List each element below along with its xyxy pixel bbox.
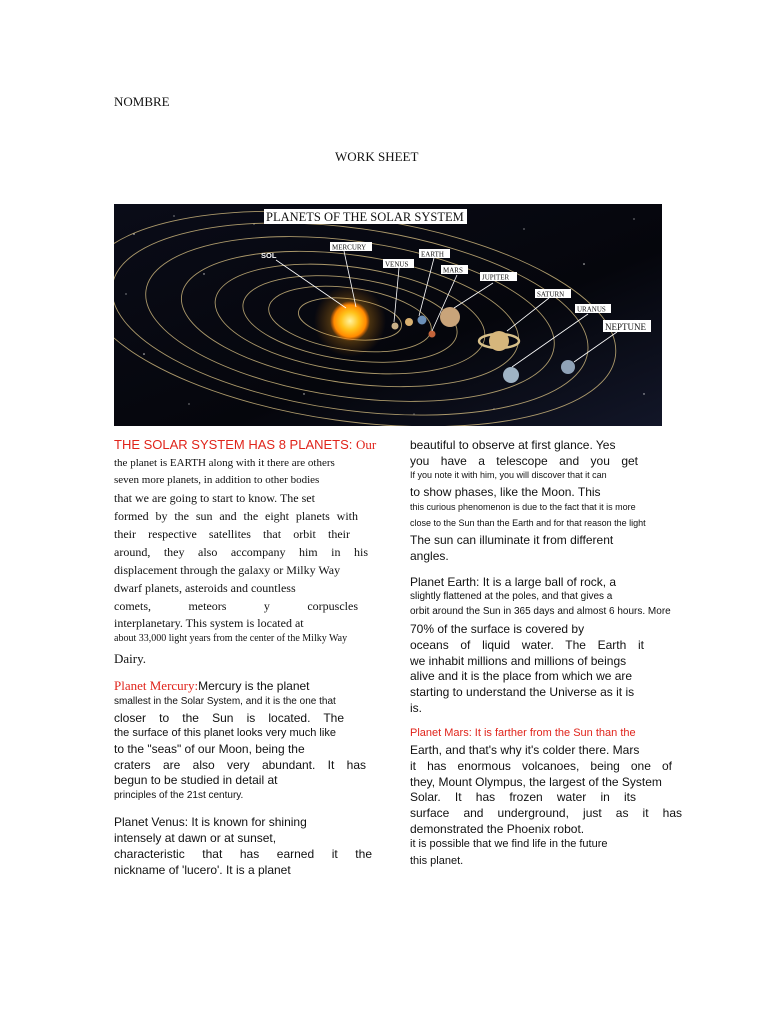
- mercury-text-line: begun to be studied in detail at: [114, 773, 278, 787]
- mercury-text-line: the surface of this planet looks very much like: [114, 727, 336, 739]
- venus-text-line: Planet Venus: It is known for shining: [114, 815, 307, 829]
- mars-text-line: it is possible that we find life in the future: [410, 838, 608, 850]
- solar-text-line: Dairy.: [114, 651, 147, 666]
- solar-heading: THE SOLAR SYSTEM HAS 8 PLANETS:: [114, 437, 357, 452]
- mars-text-line: demonstrated the Phoenix robot.: [410, 822, 585, 836]
- venus-cont-line: to show phases, like the Moon. This: [410, 485, 601, 499]
- solar-text-line: interplanetary. This system is located at: [114, 616, 304, 630]
- earth-text-line: alive and it is the place from which we are: [410, 669, 633, 683]
- planet-neptune: [561, 360, 575, 374]
- mercury-text-line: smallest in the Solar System, and it is the one that: [114, 696, 336, 707]
- planet-mars: [429, 331, 436, 338]
- label-jupiter: JUPITER: [482, 273, 510, 282]
- mercury-text-line: craters are also very abundant. It has: [114, 758, 366, 772]
- venus-cont-line: If you note it with him, you will discover that it can: [410, 470, 607, 480]
- label-uranus: URANUS: [577, 305, 606, 314]
- mercury-text-line: closer to the Sun is located. The: [114, 711, 344, 725]
- solar-text-line: that we are going to start to know. The set: [114, 491, 315, 505]
- mercury-text-line: principles of the 21st century.: [114, 790, 244, 801]
- label-neptune: NEPTUNE: [605, 322, 646, 332]
- space-background: [114, 204, 662, 426]
- solar-text-line: dwarf planets, asteroids and countless: [114, 581, 296, 595]
- mars-text-line: it has enormous volcanoes, being one of: [410, 759, 672, 773]
- venus-cont-line: you have a telescope and you get: [410, 454, 638, 468]
- solar-text-line: the planet is EARTH along with it there are others: [114, 457, 335, 469]
- earth-text-line: starting to understand the Universe as it is: [410, 685, 635, 699]
- venus-cont-line: The sun can illuminate it from different: [410, 533, 614, 547]
- earth-text-line: Planet Earth: It is a large ball of rock, a: [410, 575, 617, 589]
- solar-text-line: about 33,000 light years from the center of the Milky Way: [114, 633, 348, 644]
- venus-cont-line: close to the Sun than the Earth and for that reason the light: [410, 518, 646, 528]
- venus-cont-line: this curious phenomenon is due to the fact that it is more: [410, 502, 636, 512]
- mars-text-line: Earth, and that's why it's colder there. Mars: [410, 743, 640, 757]
- planet-uranus: [503, 367, 519, 383]
- earth-text-line: oceans of liquid water. The Earth it: [410, 638, 644, 652]
- worksheet-title: WORK SHEET: [335, 149, 419, 164]
- label-saturn: SATURN: [537, 290, 565, 299]
- planet-mercury: [392, 323, 399, 330]
- earth-text-line: 70% of the surface is covered by: [410, 622, 585, 636]
- earth-text-line: slightly flattened at the poles, and that gives a: [410, 591, 613, 602]
- mercury-heading: Planet Mercury:: [114, 678, 199, 693]
- venus-cont-line: angles.: [410, 549, 449, 563]
- mars-text-line: surface and underground, just as it has: [410, 806, 682, 820]
- earth-text-line: we inhabit millions and millions of beings: [410, 654, 627, 668]
- venus-text-line: characteristic that has earned it the: [114, 847, 372, 861]
- mars-text-line: Solar. It has frozen water in its: [410, 790, 636, 804]
- label-earth: EARTH: [421, 250, 444, 259]
- name-field-label: NOMBRE: [114, 94, 170, 109]
- sun: [330, 301, 370, 341]
- label-mercury: MERCURY: [332, 243, 367, 252]
- earth-text-line: orbit around the Sun in 365 days and almost 6 hours. More: [410, 606, 671, 617]
- solar-text-line: formed by the sun and the eight planets with: [114, 509, 358, 523]
- solar-text-line: seven more planets, in addition to other bodies: [114, 474, 320, 486]
- solar-text-line: their respective satellites that orbit their: [114, 527, 350, 541]
- figure-title: PLANETS OF THE SOLAR SYSTEM: [266, 210, 464, 224]
- solar-heading-line: [114, 437, 376, 453]
- solar-system-figure: [114, 204, 662, 426]
- label-venus: VENUS: [385, 260, 409, 269]
- earth-text-line: is.: [410, 701, 422, 715]
- solar-heading-tail: Our: [356, 437, 377, 452]
- solar-text-line: displacement through the galaxy or Milky Way: [114, 563, 341, 577]
- mercury-heading-tail: Mercury is the planet: [198, 679, 310, 693]
- label-sol: SOL: [261, 251, 277, 260]
- solar-text-line: around, they also accompany him in his: [114, 545, 368, 559]
- planet-earth: [418, 316, 427, 325]
- mars-heading: Planet Mars: It is farther from the Sun than the: [410, 727, 636, 739]
- venus-text-line: nickname of 'lucero'. It is a planet: [114, 863, 291, 877]
- solar-text-line: comets, meteors y corpuscles: [114, 599, 358, 613]
- venus-text-line: intensely at dawn or at sunset,: [114, 831, 277, 845]
- mars-text-line: this planet.: [410, 855, 464, 867]
- mercury-text-line: to the "seas" of our Moon, being the: [114, 742, 305, 756]
- label-mars: MARS: [443, 266, 463, 275]
- mars-text-line: they, Mount Olympus, the largest of the System: [410, 775, 662, 789]
- planet-venus: [405, 318, 413, 326]
- mercury-heading-line: [114, 678, 310, 694]
- venus-cont-line: beautiful to observe at first glance. Yes: [410, 438, 616, 452]
- planet-jupiter: [440, 307, 460, 327]
